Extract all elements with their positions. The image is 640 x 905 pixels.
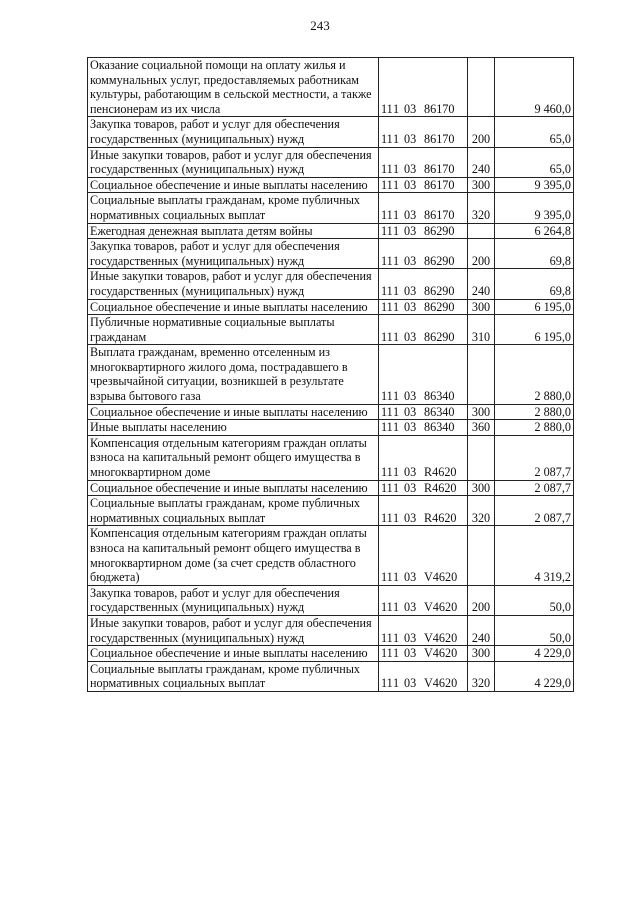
row-expense-type: 200 [468,239,495,269]
row-sum: 6 195,0 [495,299,574,315]
row-sum: 50,0 [495,585,574,615]
table-row [88,526,574,585]
row-sum: 2 087,7 [495,435,574,480]
row-expense-type: 360 [468,420,495,436]
row-name: Иные закупки товаров, работ и услуг для обеспечения государственных (муниципальных) нужд [88,269,379,299]
row-expense-type [468,223,495,239]
row-code: 111 03 R4620 [379,480,468,496]
row-code: 111 03 V4620 [379,615,468,645]
table-row [88,58,574,117]
row-name: Закупка товаров, работ и услуг для обеспечения государственных (муниципальных) нужд [88,585,379,615]
table-row [88,496,574,526]
table-row [88,147,574,177]
row-sum: 4 229,0 [495,646,574,662]
row-name: Публичные нормативные социальные выплаты гражданам [88,315,379,345]
row-sum: 2 880,0 [495,420,574,436]
row-name: Социальное обеспечение и иные выплаты населению [88,646,379,662]
row-code: 111 03 V4620 [379,646,468,662]
row-sum: 65,0 [495,117,574,147]
row-name: Оказание социальной помощи на оплату жилья и коммунальных услуг, предоставляемых работникам культуры, работающим в сельской местности, а также пенсионерам из их числа [88,58,379,117]
row-expense-type: 300 [468,480,495,496]
row-sum: 4 319,2 [495,526,574,585]
row-code: 111 03 86340 [379,420,468,436]
budget-table-body [88,58,574,692]
row-code: 111 03 86170 [379,193,468,223]
row-code: 111 03 V4620 [379,526,468,585]
table-row [88,239,574,269]
row-expense-type [468,435,495,480]
table-row [88,435,574,480]
row-expense-type [468,58,495,117]
table-row [88,585,574,615]
row-name: Социальные выплаты гражданам, кроме публичных нормативных социальных выплат [88,496,379,526]
table-row [88,177,574,193]
table-row [88,345,574,404]
row-name: Иные закупки товаров, работ и услуг для обеспечения государственных (муниципальных) нужд [88,615,379,645]
row-name: Социальное обеспечение и иные выплаты населению [88,480,379,496]
row-code: 111 03 86170 [379,147,468,177]
row-sum: 2 087,7 [495,480,574,496]
row-expense-type: 300 [468,177,495,193]
table-row [88,661,574,691]
row-code: 111 03 V4620 [379,661,468,691]
row-sum: 2 880,0 [495,345,574,404]
row-code: 111 03 86290 [379,239,468,269]
row-code: 111 03 86290 [379,315,468,345]
row-expense-type: 200 [468,117,495,147]
row-name: Ежегодная денежная выплата детям войны [88,223,379,239]
row-name: Социальное обеспечение и иные выплаты населению [88,404,379,420]
row-expense-type: 240 [468,615,495,645]
row-code: 111 03 86170 [379,177,468,193]
row-sum: 65,0 [495,147,574,177]
table-row [88,117,574,147]
row-name: Закупка товаров, работ и услуг для обеспечения государственных (муниципальных) нужд [88,117,379,147]
row-code: 111 03 86290 [379,269,468,299]
row-sum: 9 395,0 [495,193,574,223]
row-code: 111 03 86340 [379,345,468,404]
table-row [88,646,574,662]
row-code: 111 03 86170 [379,58,468,117]
row-expense-type [468,345,495,404]
row-code: 111 03 V4620 [379,585,468,615]
row-expense-type: 300 [468,646,495,662]
row-code: 111 03 R4620 [379,496,468,526]
row-sum: 6 195,0 [495,315,574,345]
table-row [88,315,574,345]
row-expense-type: 300 [468,299,495,315]
table-row [88,299,574,315]
row-code: 111 03 R4620 [379,435,468,480]
row-expense-type: 300 [468,404,495,420]
table-row [88,223,574,239]
row-code: 111 03 86290 [379,299,468,315]
row-expense-type: 310 [468,315,495,345]
row-name: Социальные выплаты гражданам, кроме публичных нормативных социальных выплат [88,661,379,691]
row-expense-type: 320 [468,193,495,223]
row-code: 111 03 86340 [379,404,468,420]
row-name: Социальные выплаты гражданам, кроме публичных нормативных социальных выплат [88,193,379,223]
row-expense-type: 320 [468,661,495,691]
row-name: Иные закупки товаров, работ и услуг для обеспечения государственных (муниципальных) нужд [88,147,379,177]
table-row [88,480,574,496]
table-row [88,193,574,223]
row-expense-type: 320 [468,496,495,526]
row-sum: 9 460,0 [495,58,574,117]
table-row [88,269,574,299]
row-sum: 4 229,0 [495,661,574,691]
row-sum: 6 264,8 [495,223,574,239]
row-sum: 69,8 [495,239,574,269]
row-expense-type: 240 [468,269,495,299]
row-sum: 2 087,7 [495,496,574,526]
row-name: Выплата гражданам, временно отселенным из многоквартирного жилого дома, пострадавшего в чрезвычайной ситуации, возникшей в результате взрыва бытового газа [88,345,379,404]
row-sum: 2 880,0 [495,404,574,420]
row-sum: 69,8 [495,269,574,299]
table-row [88,615,574,645]
row-name: Иные выплаты населению [88,420,379,436]
row-expense-type: 240 [468,147,495,177]
row-sum: 50,0 [495,615,574,645]
table-row [88,420,574,436]
page-number: 243 [310,18,330,33]
row-name: Компенсация отдельным категориям граждан оплаты взноса на капитальный ремонт общего имущества в многоквартирном доме (за счет средств областного бюджета) [88,526,379,585]
row-name: Социальное обеспечение и иные выплаты населению [88,177,379,193]
row-code: 111 03 86170 [379,117,468,147]
budget-table [87,57,574,692]
row-expense-type [468,526,495,585]
row-code: 111 03 86290 [379,223,468,239]
row-name: Социальное обеспечение и иные выплаты населению [88,299,379,315]
row-expense-type: 200 [468,585,495,615]
table-row [88,404,574,420]
row-sum: 9 395,0 [495,177,574,193]
row-name: Компенсация отдельным категориям граждан оплаты взноса на капитальный ремонт общего имущества в многоквартирном доме [88,435,379,480]
row-name: Закупка товаров, работ и услуг для обеспечения государственных (муниципальных) нужд [88,239,379,269]
